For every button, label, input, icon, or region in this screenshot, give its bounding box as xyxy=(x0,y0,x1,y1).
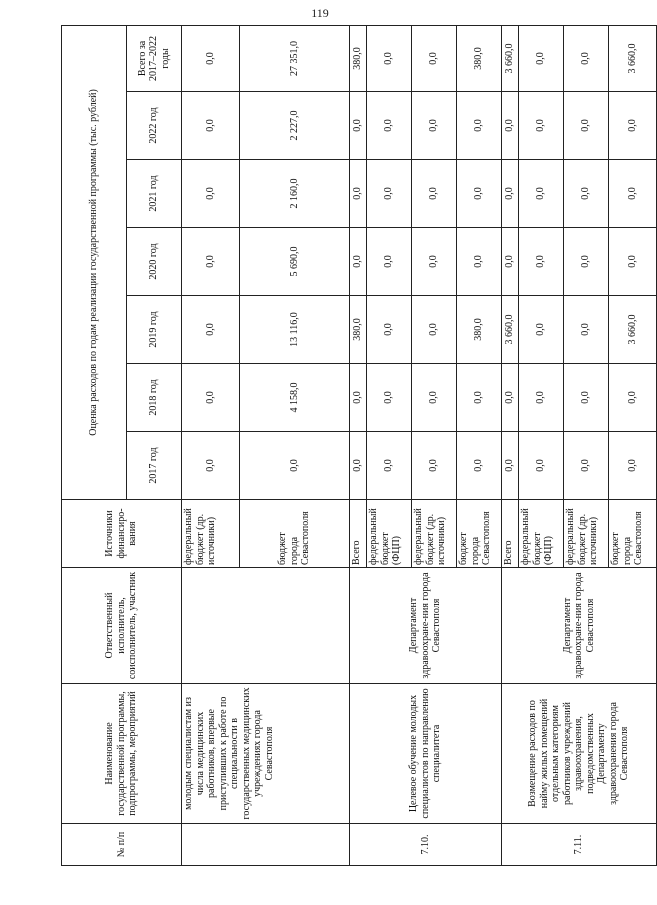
header-year: 2017 год xyxy=(127,432,182,500)
row-number: 7.11. xyxy=(502,824,657,866)
header-year: 2022 год xyxy=(127,92,182,160)
funding-source: бюджет города Севастополя xyxy=(457,500,502,568)
funding-source: Всего xyxy=(502,500,519,568)
value-cell: 0,0 xyxy=(350,432,367,500)
header-name: Наименование государственной программы, подпрограммы, мероприятий xyxy=(62,684,182,824)
total-cell: 3 660,0 xyxy=(609,25,657,91)
value-cell: 0,0 xyxy=(367,228,412,296)
value-cell: 4 158,0 xyxy=(240,364,350,432)
row-number xyxy=(182,824,350,866)
total-cell: 0,0 xyxy=(519,25,564,91)
value-cell: 0,0 xyxy=(182,364,240,432)
value-cell: 5 690,0 xyxy=(240,228,350,296)
rotated-page xyxy=(61,26,644,866)
header-responsible: Ответственный исполнитель, соисполнитель, участник xyxy=(62,568,182,684)
value-cell: 0,0 xyxy=(609,364,657,432)
value-cell: 0,0 xyxy=(182,296,240,364)
funding-source: федеральный бюджет (др. источники) xyxy=(412,500,457,568)
header-estimate: Оценка расходов по годам реализации государственной программы (тыс. рублей) xyxy=(62,25,127,499)
value-cell: 0,0 xyxy=(502,228,519,296)
value-cell: 380,0 xyxy=(350,296,367,364)
value-cell: 0,0 xyxy=(609,92,657,160)
value-cell: 0,0 xyxy=(457,228,502,296)
value-cell: 0,0 xyxy=(412,160,457,228)
header-source: Источники финансиро-вания xyxy=(62,500,182,568)
budget-table xyxy=(61,25,657,866)
total-cell: 380,0 xyxy=(350,25,367,91)
header-year: 2018 год xyxy=(127,364,182,432)
table-row xyxy=(350,25,367,865)
value-cell: 0,0 xyxy=(412,296,457,364)
responsible: Департамент здравоохране-ния города Севастополя xyxy=(350,568,502,684)
value-cell: 2 160,0 xyxy=(240,160,350,228)
value-cell: 0,0 xyxy=(412,228,457,296)
value-cell: 0,0 xyxy=(367,432,412,500)
value-cell: 0,0 xyxy=(519,432,564,500)
value-cell: 0,0 xyxy=(564,432,609,500)
funding-source: бюджет города Севастополя xyxy=(609,500,657,568)
value-cell: 0,0 xyxy=(519,228,564,296)
value-cell: 0,0 xyxy=(519,296,564,364)
value-cell: 0,0 xyxy=(182,160,240,228)
funding-source: федеральный бюджет (др. источники) xyxy=(182,500,240,568)
value-cell: 0,0 xyxy=(367,160,412,228)
total-cell: 27 351,0 xyxy=(240,25,350,91)
header-year: 2021 год xyxy=(127,160,182,228)
value-cell: 0,0 xyxy=(350,92,367,160)
funding-source: бюджет города Севастополя xyxy=(240,500,350,568)
total-cell: 3 660,0 xyxy=(502,25,519,91)
value-cell: 2 227,0 xyxy=(240,92,350,160)
total-cell: 0,0 xyxy=(182,25,240,91)
value-cell: 0,0 xyxy=(350,160,367,228)
activity-name: молодым специалистам из числа медицинских работников, впервые приступивших к работе по специальности в государственных медицинских учреждениях города Севастополя xyxy=(182,684,350,824)
value-cell: 0,0 xyxy=(367,92,412,160)
value-cell: 0,0 xyxy=(502,364,519,432)
header-year: 2019 год xyxy=(127,296,182,364)
funding-source: федеральный бюджет (ФЦП) xyxy=(367,500,412,568)
value-cell: 0,0 xyxy=(412,432,457,500)
value-cell: 0,0 xyxy=(564,228,609,296)
value-cell: 0,0 xyxy=(502,92,519,160)
value-cell: 0,0 xyxy=(182,432,240,500)
activity-name: Возмещение расходов по найму жилых помещений отдельным категориям работников учреждений здравоохранения, подведомственных Департаменту здравоохранения города Севастополя xyxy=(502,684,657,824)
value-cell: 0,0 xyxy=(564,364,609,432)
value-cell: 0,0 xyxy=(457,92,502,160)
value-cell: 0,0 xyxy=(412,364,457,432)
value-cell: 0,0 xyxy=(457,364,502,432)
funding-source: федеральный бюджет (др. источники) xyxy=(564,500,609,568)
value-cell: 0,0 xyxy=(519,160,564,228)
total-cell: 380,0 xyxy=(457,25,502,91)
value-cell: 0,0 xyxy=(564,92,609,160)
value-cell: 0,0 xyxy=(182,92,240,160)
total-cell: 0,0 xyxy=(412,25,457,91)
total-cell: 0,0 xyxy=(564,25,609,91)
value-cell: 0,0 xyxy=(519,92,564,160)
value-cell: 3 660,0 xyxy=(502,296,519,364)
header-total: Всего за 2017–2022 годы xyxy=(127,25,182,91)
value-cell: 0,0 xyxy=(240,432,350,500)
header-row xyxy=(62,25,127,865)
value-cell: 0,0 xyxy=(519,364,564,432)
value-cell: 0,0 xyxy=(457,432,502,500)
value-cell: 0,0 xyxy=(609,432,657,500)
value-cell: 0,0 xyxy=(609,160,657,228)
total-cell: 0,0 xyxy=(367,25,412,91)
table-row xyxy=(182,25,240,865)
value-cell: 0,0 xyxy=(412,92,457,160)
table-row xyxy=(502,25,519,865)
value-cell: 380,0 xyxy=(457,296,502,364)
responsible xyxy=(182,568,350,684)
row-number: 7.10. xyxy=(350,824,502,866)
value-cell: 0,0 xyxy=(350,228,367,296)
funding-source: Всего xyxy=(350,500,367,568)
responsible: Департамент здравоохране-ния города Севастополя xyxy=(502,568,657,684)
value-cell: 0,0 xyxy=(367,364,412,432)
page-number: 119 xyxy=(311,6,329,20)
activity-name: Целевое обучение молодых специалистов по направлению специалитета xyxy=(350,684,502,824)
value-cell: 0,0 xyxy=(609,228,657,296)
header-num: № п/п xyxy=(62,824,182,866)
value-cell: 3 660,0 xyxy=(609,296,657,364)
value-cell: 0,0 xyxy=(564,296,609,364)
value-cell: 0,0 xyxy=(367,296,412,364)
header-year: 2020 год xyxy=(127,228,182,296)
value-cell: 13 116,0 xyxy=(240,296,350,364)
value-cell: 0,0 xyxy=(350,364,367,432)
value-cell: 0,0 xyxy=(564,160,609,228)
value-cell: 0,0 xyxy=(457,160,502,228)
value-cell: 0,0 xyxy=(502,432,519,500)
funding-source: федеральный бюджет (ФЦП) xyxy=(519,500,564,568)
value-cell: 0,0 xyxy=(182,228,240,296)
value-cell: 0,0 xyxy=(502,160,519,228)
